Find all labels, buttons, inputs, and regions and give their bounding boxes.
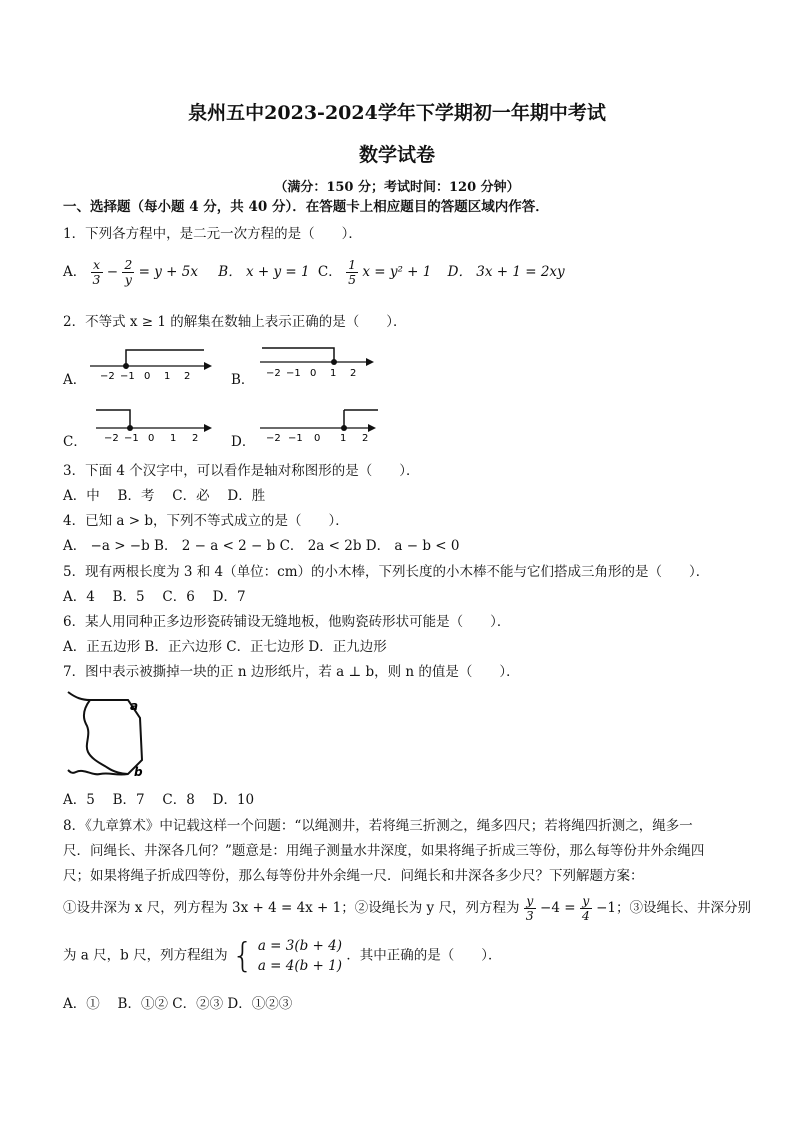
- q1-c-tail: x = y² + 1: [362, 264, 432, 280]
- q2-numberline-b: [256, 344, 386, 384]
- q8-sys2: a = 4(b + 1): [257, 958, 343, 974]
- tick-label: −2: [104, 433, 119, 444]
- exam-subject: 数学试卷: [358, 144, 435, 166]
- label-a: a: [130, 699, 139, 713]
- q4-options: A． −a > −b B． 2 − a < 2 − b C． 2a < 2b D． a − b < 0: [63, 538, 460, 554]
- q8-line4-a: ①设井深为 x 尺，列方程为 3x + 4 = 4x + 1；②设绳长为 y 尺，列方程为: [63, 900, 520, 916]
- q4-stem: 4．已知 a > b，下列不等式成立的是（ ）．: [63, 513, 349, 529]
- q1-c-label: C．: [317, 264, 342, 280]
- tick-label: −1: [288, 433, 303, 444]
- q1-b: B． x + y = 1: [218, 264, 310, 280]
- q8-options: A．① B．①② C．②③ D．①②③: [63, 996, 293, 1012]
- q8-frac-y4: $\frac{y}{4}$: [581, 893, 590, 923]
- q1-a-label: A．: [63, 264, 87, 280]
- tick-label: −1: [124, 433, 139, 444]
- q1-options: A． $\frac{x}{3}$ − $\frac{2}{y}$ = y + 5x B． x + y = 1 C． $\frac{1}{5}$ x = y² + 1 D． 3x + 1 = 2xy: [63, 257, 565, 287]
- q8-frac-y3: $\frac{y}{3}$: [525, 893, 534, 923]
- tick-label: 1: [170, 433, 177, 444]
- q1-d: D． 3x + 1 = 2xy: [447, 264, 565, 280]
- q3-options: A．中 B．考 C．必 D．胜: [63, 488, 266, 504]
- q2-label-d: D．: [231, 434, 256, 450]
- q8-line4: [63, 894, 751, 923]
- q2-label-c: C．: [63, 434, 87, 450]
- q7-options: A．5 B．7 C．8 D．10: [63, 792, 255, 808]
- q8-line5: [63, 936, 502, 976]
- tick-label: −1: [120, 371, 135, 382]
- q2-label-b: B．: [231, 372, 255, 388]
- tick-label: 0: [144, 371, 151, 382]
- q8-system: [258, 936, 342, 976]
- q6-options: A．正五边形 B．正六边形 C．正七边形 D．正九边形: [63, 639, 387, 655]
- q1-a-tail: = y + 5x: [138, 264, 198, 280]
- tick-label: −2: [266, 433, 281, 444]
- exam-title: 泉州五中2023-2024学年下学期初一年期中考试: [188, 102, 606, 124]
- q2-stem: 2．不等式 x ≥ 1 的解集在数轴上表示正确的是（ ）．: [63, 314, 407, 330]
- tick-label: 1: [330, 368, 337, 379]
- q2-numberline-d: [256, 404, 386, 446]
- q7-torn-polygon-figure: [62, 688, 162, 784]
- q2-numberline-c: [92, 404, 222, 446]
- tick-label: −1: [286, 368, 301, 379]
- system-brace: {: [231, 936, 254, 976]
- tick-label: 0: [314, 433, 321, 444]
- q3-stem: 3．下面 4 个汉字中，可以看作是轴对称图形的是（ ）．: [63, 463, 420, 479]
- exam-info: （满分：150 分；考试时间：120 分钟）: [274, 180, 520, 195]
- q8-line5-b: ．其中正确的是（ ）．: [346, 947, 502, 964]
- q8-line5-a: 为 a 尺，b 尺，列方程组为: [63, 947, 228, 964]
- tick-label: −2: [266, 368, 281, 379]
- q1-c-frac: $\frac{1}{5}$: [348, 257, 357, 287]
- label-b: b: [134, 765, 143, 779]
- tick-label: −2: [100, 371, 115, 382]
- q8-line2: 尺．问绳长、井深各几何？”题意是：用绳子测量水井深度，如果将绳子折成三等份，那么每等份井外余绳四: [63, 843, 705, 859]
- tick-label: 2: [192, 433, 199, 444]
- q2-label-a: A．: [63, 372, 87, 388]
- tick-label: 1: [340, 433, 347, 444]
- q1-a-frac2: $\frac{2}{y}$: [124, 257, 133, 287]
- tick-label: 0: [148, 433, 155, 444]
- q8-sys1: a = 3(b + 4): [257, 938, 343, 954]
- q5-stem: 5．现有两根长度为 3 和 4（单位：cm）的小木棒，下列长度的小木棒不能与它们搭成三角形的是（ ）．: [63, 564, 710, 580]
- tick-label: 1: [164, 371, 171, 382]
- q7-stem: 7．图中表示被撕掉一块的正 n 边形纸片，若 a ⊥ b，则 n 的值是（ ）．: [63, 664, 520, 680]
- tick-label: 2: [350, 368, 357, 379]
- q1-a-frac1: $\frac{x}{3}$: [92, 257, 101, 287]
- tick-label: 2: [362, 433, 369, 444]
- q2-numberline-a: [86, 344, 216, 384]
- q8-line1: 8．《九章算术》中记载这样一个问题：“以绳测井，若将绳三折测之，绳多四尺；若将绳四折测之，绳多一: [63, 818, 693, 834]
- q6-stem: 6．某人用同种正多边形瓷砖铺设无缝地板，他购瓷砖形状可能是（ ）．: [63, 614, 511, 630]
- q8-line4-b: −4 =: [540, 900, 576, 916]
- q5-options: A．4 B．5 C．6 D．7: [63, 589, 246, 605]
- tick-label: 0: [310, 368, 317, 379]
- q8-line4-c: −1；③设绳长、井深分别: [596, 900, 751, 916]
- tick-label: 2: [184, 371, 191, 382]
- q8-line3: 尺；如果将绳子折成四等份，那么每等份井外余绳一尺．问绳长和井深各多少尺？下列解题方案：: [63, 868, 644, 884]
- section-heading: 一、选择题（每小题 4 分，共 40 分）．在答题卡上相应题目的答题区域内作答．: [63, 199, 549, 215]
- q1-stem: 1．下列各方程中，是二元一次方程的是（ ）．: [63, 226, 362, 242]
